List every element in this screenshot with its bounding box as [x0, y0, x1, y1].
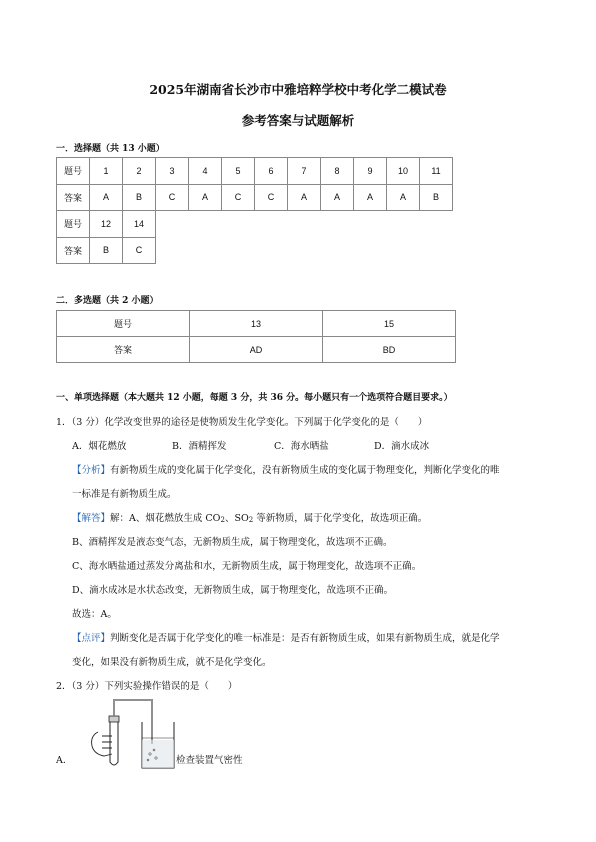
option-a-caption: 检查装置气密性 — [176, 755, 243, 766]
subscript: 2 — [248, 516, 254, 524]
answer-line-c: C、海水晒盐通过蒸发分离盐和水，无新物质生成，属于物理变化，故选项不正确。 — [72, 561, 422, 572]
answer-table-multi — [56, 310, 456, 363]
comment-text: 判断变化是否属于化学变化的唯一标准是：是否有新物质生成，如果有新物质生成，就是化学 — [110, 633, 500, 644]
table-cell: A — [321, 184, 354, 211]
page-subtitle: 参考答案与试题解析 — [241, 113, 355, 128]
table-cell: 答案 — [57, 337, 190, 363]
table-cell: A — [189, 184, 222, 211]
section1-heading: 一．选择题（共 13 小题） — [56, 144, 165, 154]
table-cell: 3 — [156, 158, 189, 185]
empty-cell — [321, 211, 354, 238]
final-choice: 故选：A。 — [72, 609, 117, 620]
empty-cell — [420, 211, 453, 238]
question-2-stem: 2．（3 分）下列实验操作错误的是（ ） — [56, 681, 238, 692]
empty-cell — [156, 211, 189, 238]
table-cell: 答案 — [57, 184, 90, 211]
table-cell: B — [420, 184, 453, 211]
comment-tag: 【点评】 — [72, 633, 111, 644]
empty-cell — [420, 237, 453, 264]
answer-line-d: D、滴水成冰是水状态改变，无新物质生成，属于物理变化，故选项不正确。 — [72, 585, 394, 596]
question-2-option-a — [56, 754, 546, 767]
table-cell: 答案 — [57, 237, 90, 264]
empty-cell — [321, 237, 354, 264]
empty-cell — [288, 237, 321, 264]
part1-heading: 一、单项选择题（本大题共 12 小题，每题 3 分，共 36 分。每小题只有一个选项符合题目要求。） — [56, 393, 453, 403]
table-cell: 1 — [90, 158, 123, 185]
table-row — [57, 184, 453, 211]
table-cell: 4 — [189, 158, 222, 185]
table-cell: B — [123, 184, 156, 211]
table-cell: 14 — [123, 211, 156, 238]
table-cell: C — [255, 184, 288, 211]
table-cell: 题号 — [57, 311, 190, 337]
option-a-label: A． — [56, 755, 73, 766]
table-cell: AD — [190, 337, 323, 363]
option-d: D．滴水成冰 — [374, 441, 430, 452]
empty-cell — [354, 211, 387, 238]
answer-text: 等新物质，属于化学变化，故选项正确。 — [253, 513, 428, 524]
table-cell: C — [156, 184, 189, 211]
table-cell: 8 — [321, 158, 354, 185]
empty-cell — [255, 211, 288, 238]
empty-cell — [288, 211, 321, 238]
analysis-tag: 【分析】 — [72, 465, 111, 476]
table-cell: 9 — [354, 158, 387, 185]
page-title: 2025年湖南省长沙市中雅培粹学校中考化学二模试卷 — [149, 82, 447, 97]
section2-heading: 二．多选题（共 2 小题） — [56, 296, 159, 306]
table-cell: 12 — [90, 211, 123, 238]
option-c: C．海水晒盐 — [274, 441, 329, 452]
table-row — [57, 311, 456, 337]
table-cell: 11 — [420, 158, 453, 185]
table-cell: C — [222, 184, 255, 211]
table-row — [57, 237, 453, 264]
option-b: B．酒精挥发 — [172, 441, 227, 452]
answer-line-b: B、酒精挥发是液态变气态，无新物质生成，属于物理变化，故选项不正确。 — [72, 537, 393, 548]
table-cell: 15 — [323, 311, 456, 337]
question-1-stem: 1．（3 分）化学改变世界的途径是使物质发生化学变化。下列属于化学变化的是（ ） — [56, 417, 428, 428]
table-cell: A — [90, 184, 123, 211]
empty-cell — [156, 237, 189, 264]
table-cell: A — [288, 184, 321, 211]
table-cell: A — [354, 184, 387, 211]
analysis-line-1 — [72, 464, 562, 477]
empty-cell — [222, 237, 255, 264]
answer-text: 、SO — [224, 513, 249, 524]
table-cell: C — [123, 237, 156, 264]
table-cell: 题号 — [57, 211, 90, 238]
comment-line-2: 变化，如果没有新物质生成，就不是化学变化。 — [72, 657, 272, 668]
table-cell: 5 — [222, 158, 255, 185]
answer-tag: 【解答】 — [72, 513, 111, 524]
analysis-line-2: 一标准是有新物质生成。 — [72, 489, 177, 500]
analysis-text: 有新物质生成的变化属于化学变化，没有新物质生成的变化属于物理变化，判断化学变化的唯 — [110, 465, 500, 476]
table-cell: 13 — [190, 311, 323, 337]
empty-cell — [354, 237, 387, 264]
answer-table-choice — [56, 157, 453, 264]
table-cell: BD — [323, 337, 456, 363]
empty-cell — [387, 211, 420, 238]
table-cell: 题号 — [57, 158, 90, 185]
empty-cell — [387, 237, 420, 264]
comment-line-1 — [72, 632, 562, 645]
empty-cell — [189, 211, 222, 238]
table-row — [57, 337, 456, 363]
table-row — [57, 211, 453, 238]
table-row — [57, 158, 453, 185]
option-a: A．烟花燃放 — [72, 441, 127, 452]
table-cell: B — [90, 237, 123, 264]
empty-cell — [255, 237, 288, 264]
table-cell: A — [387, 184, 420, 211]
answer-line-a — [72, 512, 562, 527]
table-cell: 10 — [387, 158, 420, 185]
table-cell: 2 — [123, 158, 156, 185]
table-cell: 7 — [288, 158, 321, 185]
table-cell: 6 — [255, 158, 288, 185]
empty-cell — [189, 237, 222, 264]
empty-cell — [222, 211, 255, 238]
answer-text: 解：A、烟花燃放生成 CO — [110, 513, 221, 524]
question-1-options — [72, 440, 562, 453]
subscript: 2 — [220, 516, 225, 524]
